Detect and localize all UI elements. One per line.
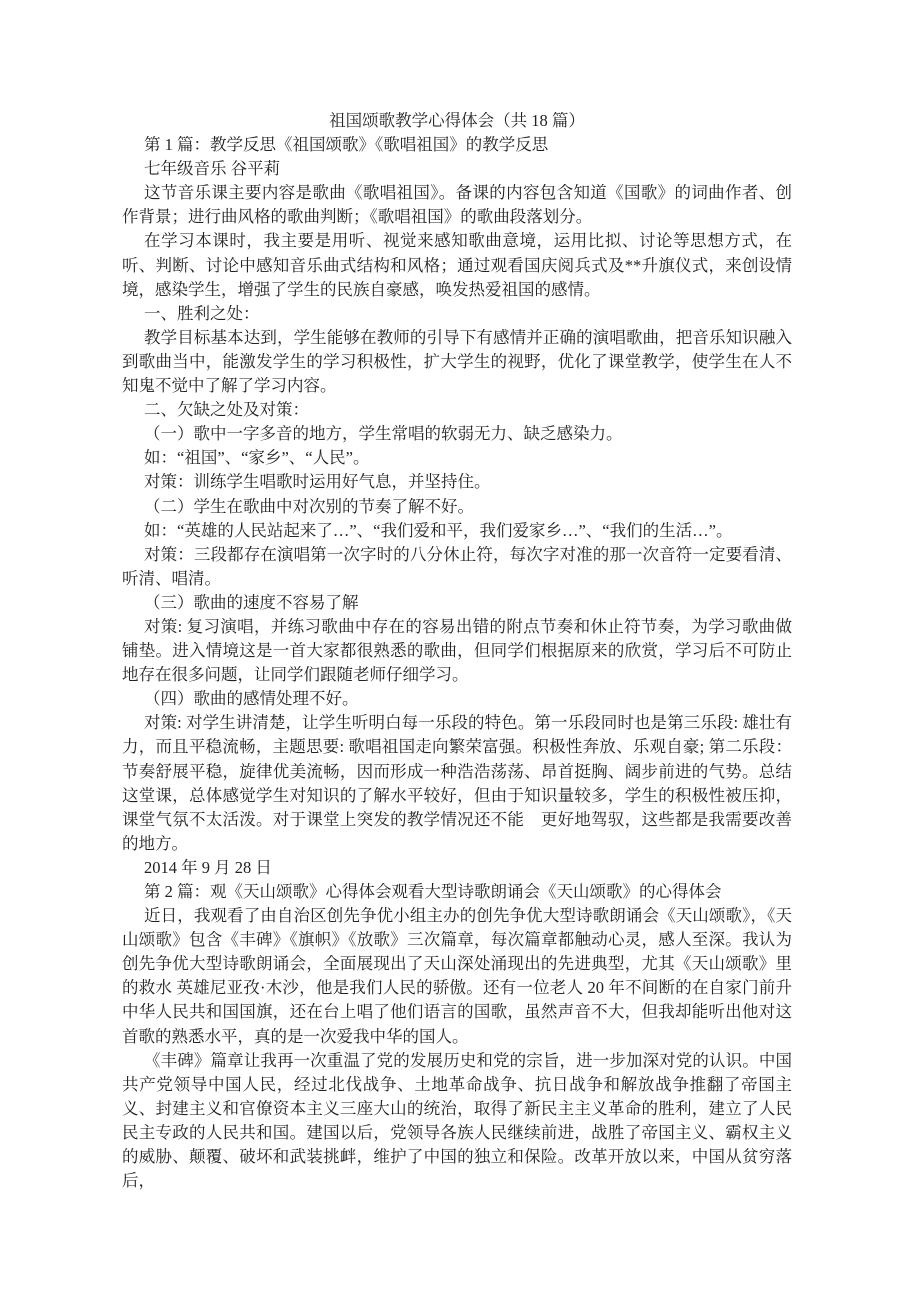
paragraph-countermeasure: 对策: 对学生讲清楚，让学生听明白每一乐段的特色。第一乐段同时也是第三乐段: 雄壮有力，而且平稳流畅，主题思要: 歌唱祖国走向繁荣富强。积极性奔放、乐观自豪; 第二乐段：节奏舒展平稳，旋律优美流畅，因而形成一种浩浩荡荡、昂首挺胸、阔步前进的气势。总结这堂课，总体感觉学生对知识的了解水平较好，但由于知识量较多，学生的积极性被压抑，课堂气氛不太活泼。对于课堂上突发的教学情况还不能 更好地驾驭，这些都是我需要改善的地方。 — [122, 713, 792, 853]
paragraph: 在学习本课时，我主要是用听、视觉来感知歌曲意境，运用比拟、讨论等思想方式，在听、判断、讨论中感知音乐曲式结构和风格；通过观看国庆阅兵式及**升旗仪式，来创设情境，感染学生，增强了学生的民族自豪感，唤发热爱祖国的感情。 — [122, 231, 792, 299]
paragraph-subitem: （一）歌中一字多音的地方，学生常唱的软弱无力、缺乏感染力。 — [144, 424, 623, 444]
paragraph: 教学目标基本达到，学生能够在教师的引导下有感情并正确的演唱歌曲，把音乐知识融入到歌曲当中，能激发学生的学习积极性，扩大学生的视野，优化了课堂教学，使学生在人不知鬼不觉中了解了学习内容。 — [122, 327, 792, 396]
paragraph-countermeasure: 对策: 复习演唱，并练习歌曲中存在的容易出错的附点节奏和休止符节奏，为学习歌曲做铺垫。进入情境这是一首大家都很熟悉的歌曲，但同学们根据原来的欣赏，学习后不可防止地存在很多问题，让同学们跟随老师仔细学习。 — [122, 616, 792, 685]
document-body — [122, 109, 792, 1193]
document-title: 祖国颂歌教学心得体会（共 18 篇） — [329, 111, 585, 130]
paragraph-example: 如：“英雄的人民站起来了…”、“我们爱和平，我们爱家乡…”、“我们的生活…”。 — [144, 520, 733, 540]
paragraph-heading-1: 第 1 篇：教学反思《祖国颂歌》《歌唱祖国》的教学反思 — [144, 135, 549, 155]
paragraph: 近日，我观看了由自治区创先争优小组主办的创先争优大型诗歌朗诵会《天山颂歌》，《天山颂歌》包含《丰碑》《旗帜》《放歌》三次篇章，每次篇章都触动心灵，感人至深。我认为创先争优大型诗歌朗诵会，全面展现出了天山深处涌现出的先进典型，尤其《天山颂歌》里的救水 英雄尼亚孜·木沙，他是我们人民的骄傲。还有一位老人 20 年不间断的在自家门前升中华人民共和国国旗，还在台上唱了他们语言的国歌，虽然声音不大，但我却能听出他对这首歌的熟悉水平，真的是一次爱我中华的国人。 — [122, 906, 792, 1046]
paragraph-example: 如：“祖国”、“家乡”、“人民”。 — [144, 448, 370, 468]
paragraph-countermeasure: 对策：三段都存在演唱第一次字时的八分休止符，每次字对准的那一次音符一定要看清、听清、唱清。 — [122, 544, 792, 588]
paragraph-countermeasure: 对策：训练学生唱歌时运用好气息，并坚持住。 — [144, 472, 491, 492]
paragraph-author: 七年级音乐 谷平莉 — [144, 159, 281, 179]
paragraph-section-heading: 二、欠缺之处及对策： — [144, 400, 309, 420]
paragraph-section-heading: 一、胜利之处： — [144, 303, 260, 323]
paragraph-heading-2: 第 2 篇：观《天山颂歌》心得体会观看大型诗歌朗诵会《天山颂歌》的心得体会 — [144, 882, 722, 901]
paragraph: 这节音乐课主要内容是歌曲《歌唱祖国》。备课的内容包含知道《国歌》的词曲作者、创作背景；进行曲风格的歌曲判断；《歌唱祖国》的歌曲段落划分。 — [122, 183, 792, 227]
paragraph: 《丰碑》篇章让我再一次重温了党的发展历史和党的宗旨，进一步加深对党的认识。中国共产党领导中国人民，经过北伐战争、土地革命战争、抗日战争和解放战争推翻了帝国主义、封建主义和官僚资本主义三座大山的统治，取得了新民主主义革命的胜利，建立了人民民主专政的人民共和国。建国以后，党领导各族人民继续前进，战胜了帝国主义、霸权主义的威胁、颠覆、破坏和武装挑衅，维护了中国的独立和保险。改革开放以来，中国从贫穷落后， — [122, 1050, 792, 1191]
paragraph-subitem: （四）歌曲的感情处理不好。 — [144, 689, 359, 709]
paragraph-subitem: （三）歌曲的速度不容易了解 — [144, 592, 359, 612]
paragraph-date: 2014 年 9 月 28 日 — [144, 857, 272, 877]
paragraph-subitem: （二）学生在歌曲中对次别的节奏了解不好。 — [144, 496, 474, 516]
